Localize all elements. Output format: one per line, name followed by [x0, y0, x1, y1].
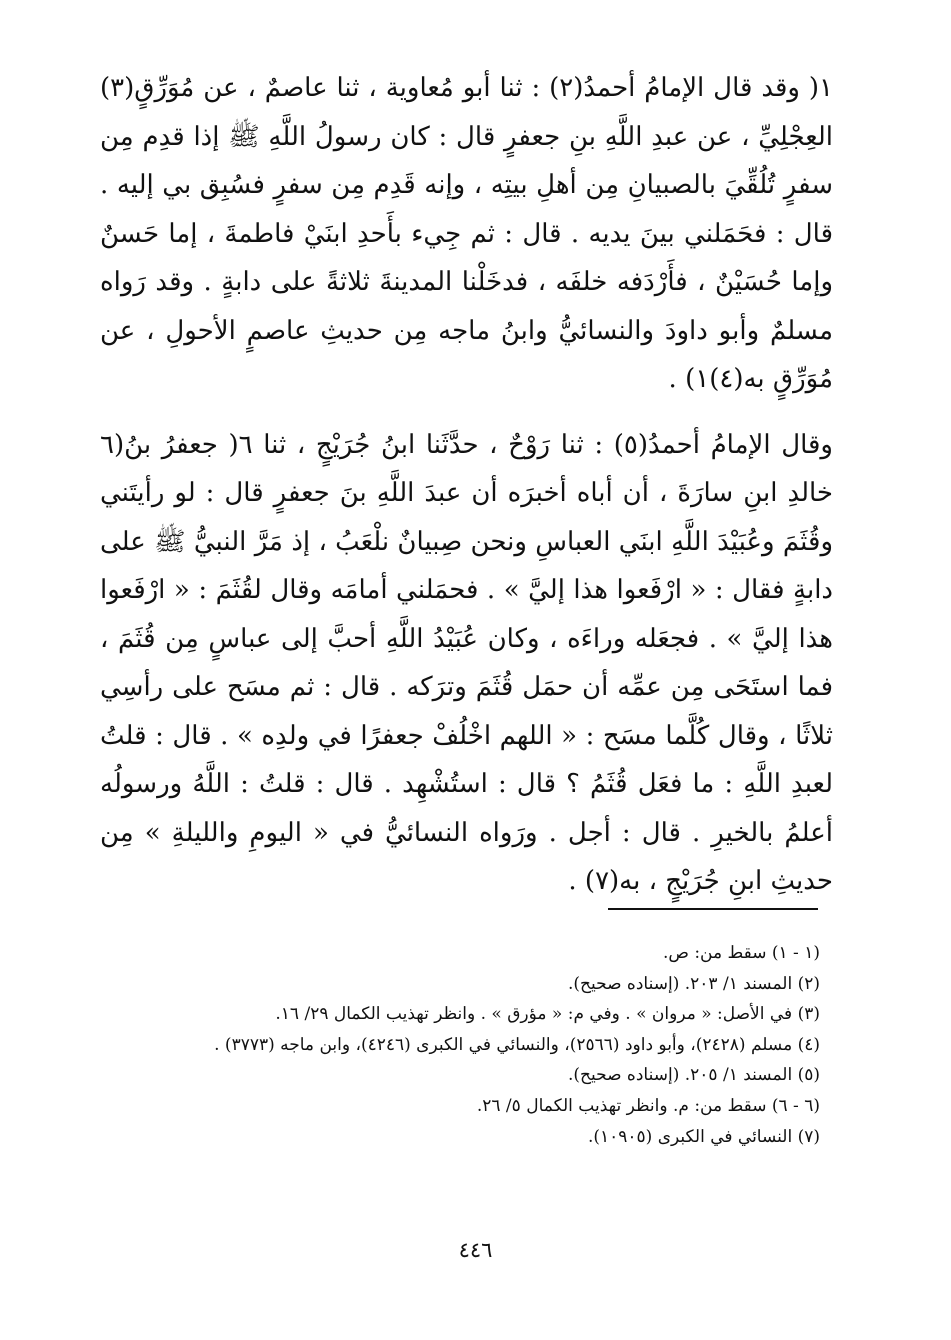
- text-line: وقال الإمامُ أحمدُ(٥) : ثنا رَوْحٌ ، حدَّثَنا ابنُ جُرَيْجٍ ، ثنا ٦( جعفرُ بنُ(٦ خالدِ: [100, 429, 834, 508]
- footnote-6: (٦ - ٦) سقط من: م. وانظر تهذيب الكمال ٥/ ٢٦.: [476, 1095, 820, 1116]
- footnote-7: (٧) النسائي في الكبرى (١٠٩٠٥).: [587, 1126, 820, 1147]
- text-line: قال : ثم مسَح على رأسِي ثلاثًا ، وقال كُلَّما مسَح : « اللهم اخْلُفْ جعفرًا في: [100, 672, 833, 751]
- page-number: ٤٤٦: [458, 1238, 493, 1262]
- footnote-5: (٥) المسند ١/ ٢٠٥. (إسناده صحيح).: [567, 1065, 820, 1086]
- footnote-2: (٢) المسند ١/ ٢٠٣. (إسناده صحيح).: [567, 973, 820, 994]
- text-line: ماجه مِن حديثِ عاصمٍ الأحولِ ، عن مُوَرِّقٍ به(٤)١) .: [100, 315, 833, 394]
- paragraph-2: [100, 421, 833, 906]
- text-line: ولدِه » . قال : قلتُ لعبدِ اللَّهِ : ما فعَل قُثَمُ ؟ قال : استُشْهِد . قال : قلتُ : اللَّهُ: [100, 720, 834, 799]
- text-line: عُبَيْدُ اللَّهِ أحبَّ إلى عباسٍ مِن قُثَمَ ، فما استَحَى مِن عمِّه أن حمَل قُثَمَ وترَكه .: [100, 623, 834, 702]
- text-line: تُلُقِّيَ بالصبيانِ مِن أهلِ بيتِه ، وإنه قَدِم مِن سفرٍ فسُبِق بي إليه . قال : فحَمَلني: [100, 170, 834, 249]
- text-line: خلفَه ، فدخَلْنا المدينةَ ثلاثةً على دابةٍ . وقد رَواه مسلمٌ وأبو داودَ والنسائيُّ وابنُ: [100, 267, 833, 346]
- footnote-4: (٤) مسلم (٢٤٢٨)، وأبو داود (٢٥٦٦)، والنسائي في الكبرى (٤٢٤٦)، وابن ماجه (٣٧٧٣) .: [214, 1034, 820, 1055]
- text-line: ١( وقد قال الإمامُ أحمدُ(٢) : ثنا أبو مُعاوية ، ثنا عاصمٌ ، عن مُوَرِّقٍ(٣): [100, 73, 833, 103]
- paragraph-1: [100, 64, 833, 404]
- footnote-divider: [608, 908, 818, 910]
- text-line: هذا إليَّ » . فحمَلني أمامَه وقال لقُثَمَ : « ارْفَعوا هذا إليَّ » . فجعَله وراءَه ، وكان: [100, 575, 834, 654]
- text-line: ابنَي العباسِ ونحن صِبيانٌ نلْعَبُ ، إذ مَرَّ النبيُّ ﷺ على دابةٍ فقال : « ارْفَعوا: [100, 526, 833, 605]
- text-line: ابنِ سارَةَ ، أن أباه أخبرَه أن عبدَ اللَّهِ بنَ جعفرٍ قال : لو رأيتَني وقُثَمَ وعُبَيْدَ اللَّهِ: [100, 478, 834, 557]
- text-line: العِجْلِيِّ ، عن عبدِ اللَّهِ بنِ جعفرٍ قال : كان رسولُ اللَّهِ ﷺ إذا قدِم مِن سفرٍ: [100, 121, 834, 200]
- text-line: ورسولُه أعلمُ بالخيرِ . قال : أجل . ورَواه النسائيُّ في « اليومِ والليلةِ » مِن حديثِ: [100, 769, 833, 896]
- footnote-1: (١ - ١) سقط من: ص.: [662, 943, 820, 963]
- footnotes: [100, 938, 820, 1152]
- text-line: بينَ يديه . قال : ثم جِيء بأَحدِ ابنَيْ فاطمةَ ، إما حَسنٌ وإما حُسَيْنٌ ، فأَرْدَفه: [100, 218, 834, 297]
- footnote-3: (٣) في الأصل: « مروان » . وفي م: « مؤرق » . وانظر تهذيب الكمال ٢٩/ ١٦.: [275, 1004, 820, 1025]
- text-line: ابنِ جُرَيْجٍ ، به(٧) .: [568, 866, 763, 896]
- main-text: [100, 64, 833, 906]
